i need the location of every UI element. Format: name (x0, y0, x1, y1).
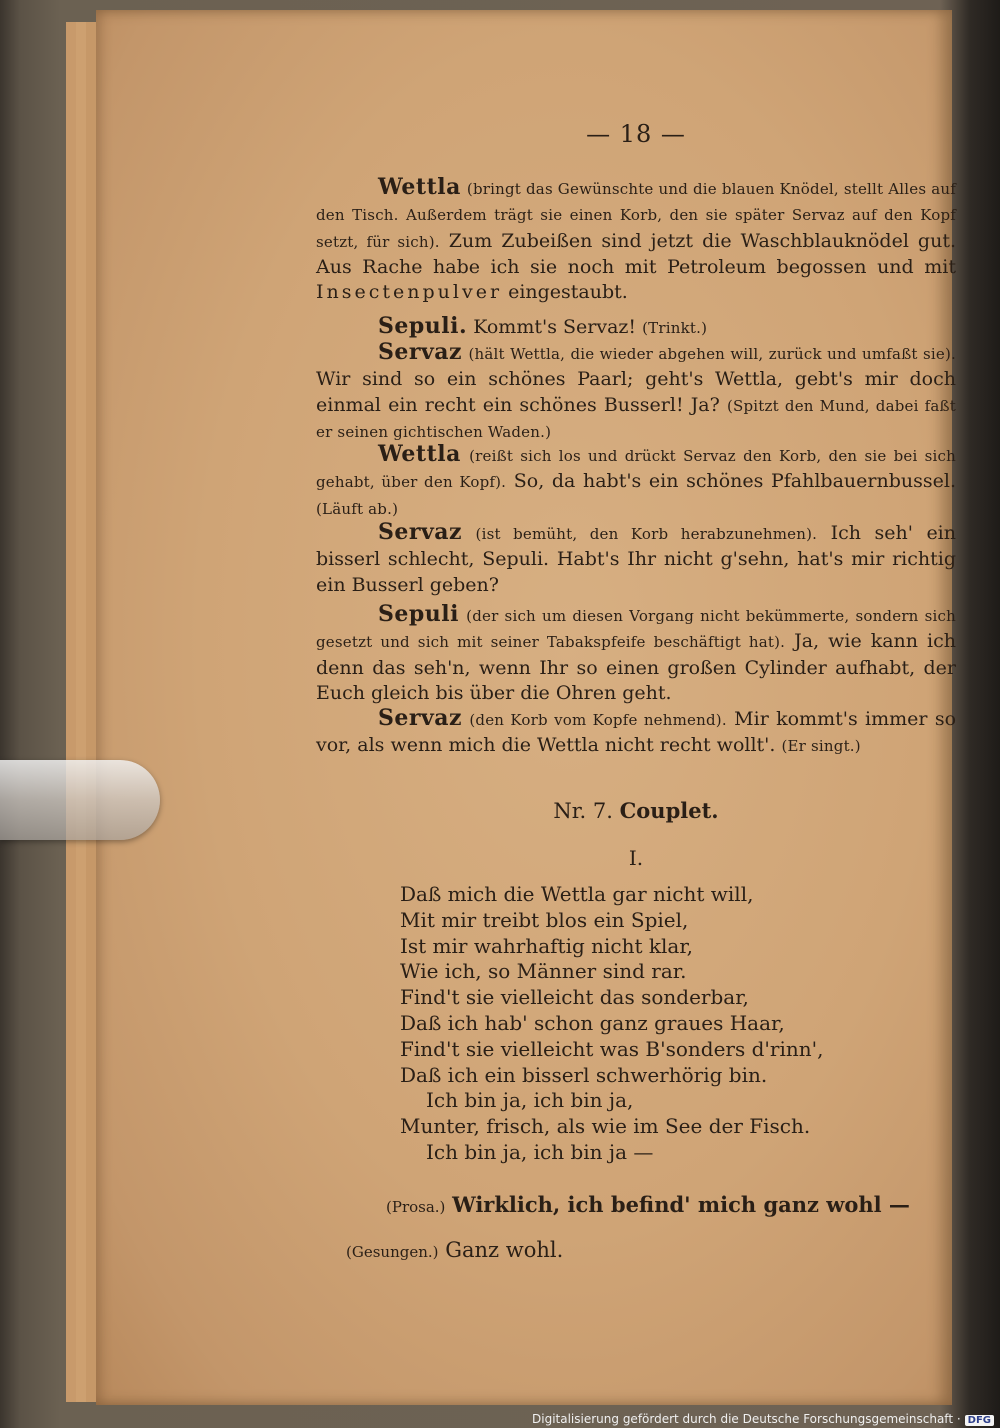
verse-number: I. (628, 846, 644, 870)
verse-line: Find't sie vielleicht das sonderbar, (400, 985, 749, 1010)
stage-direction-end: (Er singt.) (781, 737, 861, 756)
stage-direction: (den Korb vom Kopfe nehmend). (469, 711, 727, 729)
paragraph-4 (316, 442, 956, 522)
page-number: — 18 — (586, 120, 686, 148)
verse-line: Ich bin ja, ich bin ja, (426, 1088, 634, 1113)
verse-line: Daß ich ein bisserl schwerhörig bin. (400, 1062, 768, 1087)
dialogue-text: So, da habt's ein schönes Pfahlbauernbussel. (513, 470, 956, 493)
gesungen-text: Ganz wohl. (445, 1238, 564, 1262)
speaker-name: Sepuli (378, 601, 459, 627)
stage-direction: (bringt das Gewünschte und die blauen Knödel, stellt Alles auf den Tisch. Außerdem trägt sie einen Korb, den sie später Servaz auf den Kopf setzt, für sich). (316, 180, 956, 251)
prosa-line (386, 1192, 946, 1217)
stage-direction-end: (Spitzt den Mund, dabei faßt er seinen gichtischen Waden.) (316, 396, 956, 441)
paragraph-2 (316, 314, 956, 341)
gesungen-label: (Gesungen.) (346, 1243, 439, 1261)
speaker-name: Servaz (378, 339, 463, 365)
speaker-name: Servaz (378, 705, 463, 731)
verse-lines (400, 882, 940, 1166)
stage-direction-end: (Läuft ab.) (316, 499, 399, 518)
dialogue-text: Ja, wie kann ich denn das seh'n, wenn Ihr so einen großen Cylinder aufhabt, der Euch gleich bis über die Ohren geht. (316, 630, 956, 704)
verse-line: Ist mir wahrhaftig nicht klar, (400, 933, 694, 958)
verse-line: Munter, frisch, als wie im See der Fisch. (400, 1114, 811, 1139)
footer-text: Digitalisierung gefördert durch die Deutsche Forschungsgemeinschaft · (532, 1412, 961, 1426)
dialogue-text: Ich seh' ein bisserl schlecht, Sepuli. Habt's Ihr nicht g'sehn, hat's mir richtig ein Busserl geben? (316, 522, 956, 596)
stage-direction: (reißt sich los und drückt Servaz den Korb, den sie bei sich gehabt, über den Kopf). (316, 447, 956, 492)
paragraph-6 (316, 602, 956, 706)
song-title: Couplet. (619, 798, 719, 823)
song-heading (316, 798, 956, 823)
paragraph-5 (316, 520, 956, 598)
paragraph-7 (316, 706, 956, 760)
speaker-name: Sepuli. (378, 313, 468, 339)
prosa-text: Wirklich, ich befind' mich ganz wohl — (452, 1192, 910, 1217)
stage-direction: (der sich um diesen Vorgang nicht bekümmerte, sondern sich gesetzt und sich mit seiner Tabakspfeife beschäftigt hat). (316, 607, 956, 652)
verse-line: Daß mich die Wettla gar nicht will, (400, 882, 754, 906)
song-number: Nr. 7. (553, 799, 613, 823)
stage-direction: (ist bemüht, den Korb herabzunehmen). (475, 525, 818, 543)
dfg-logo: DFG (965, 1415, 994, 1426)
book-page (96, 10, 957, 1405)
speaker-name: Servaz (378, 519, 463, 545)
paragraph-1 (316, 175, 956, 305)
verse-line: Daß ich hab' schon ganz graues Haar, (400, 1010, 785, 1035)
stage-direction: (hält Wettla, die wieder abgehen will, zurück und umfaßt sie). (468, 345, 956, 363)
dialogue-text-end: eingestaubt. (508, 281, 628, 304)
dialogue-text: Wir sind so ein schönes Paarl; geht's Wettla, gebt's mir doch einmal ein recht ein schönes Busserl! Ja? (316, 368, 956, 416)
prosa-label: (Prosa.) (386, 1198, 446, 1216)
dialogue-text: Kommt's Servaz! (473, 316, 637, 338)
gesungen-line (346, 1238, 906, 1262)
verse-line: Find't sie vielleicht was B'sonders d'rinn', (400, 1036, 824, 1061)
verse-line: Ich bin ja, ich bin ja — (426, 1139, 654, 1164)
emphasized-word: Insectenpulver (316, 281, 503, 304)
glass-page-clip (0, 760, 160, 840)
digitization-footer (532, 1412, 994, 1426)
speaker-name: Wettla (378, 441, 461, 467)
stage-direction: (Trinkt.) (642, 319, 708, 337)
verse-line: Wie ich, so Männer sind rar. (400, 959, 687, 984)
dialogue-text: Zum Zubeißen sind jetzt die Waschblauknödel gut. Aus Rache habe ich sie noch mit Petroleum begossen und mit (316, 229, 956, 278)
verse-line: Mit mir treibt blos ein Spiel, (400, 907, 689, 932)
paragraph-3 (316, 340, 956, 445)
speaker-name: Wettla (378, 174, 461, 200)
dialogue-text: Mir kommt's immer so vor, als wenn mich die Wettla nicht recht wollt'. (316, 708, 957, 757)
